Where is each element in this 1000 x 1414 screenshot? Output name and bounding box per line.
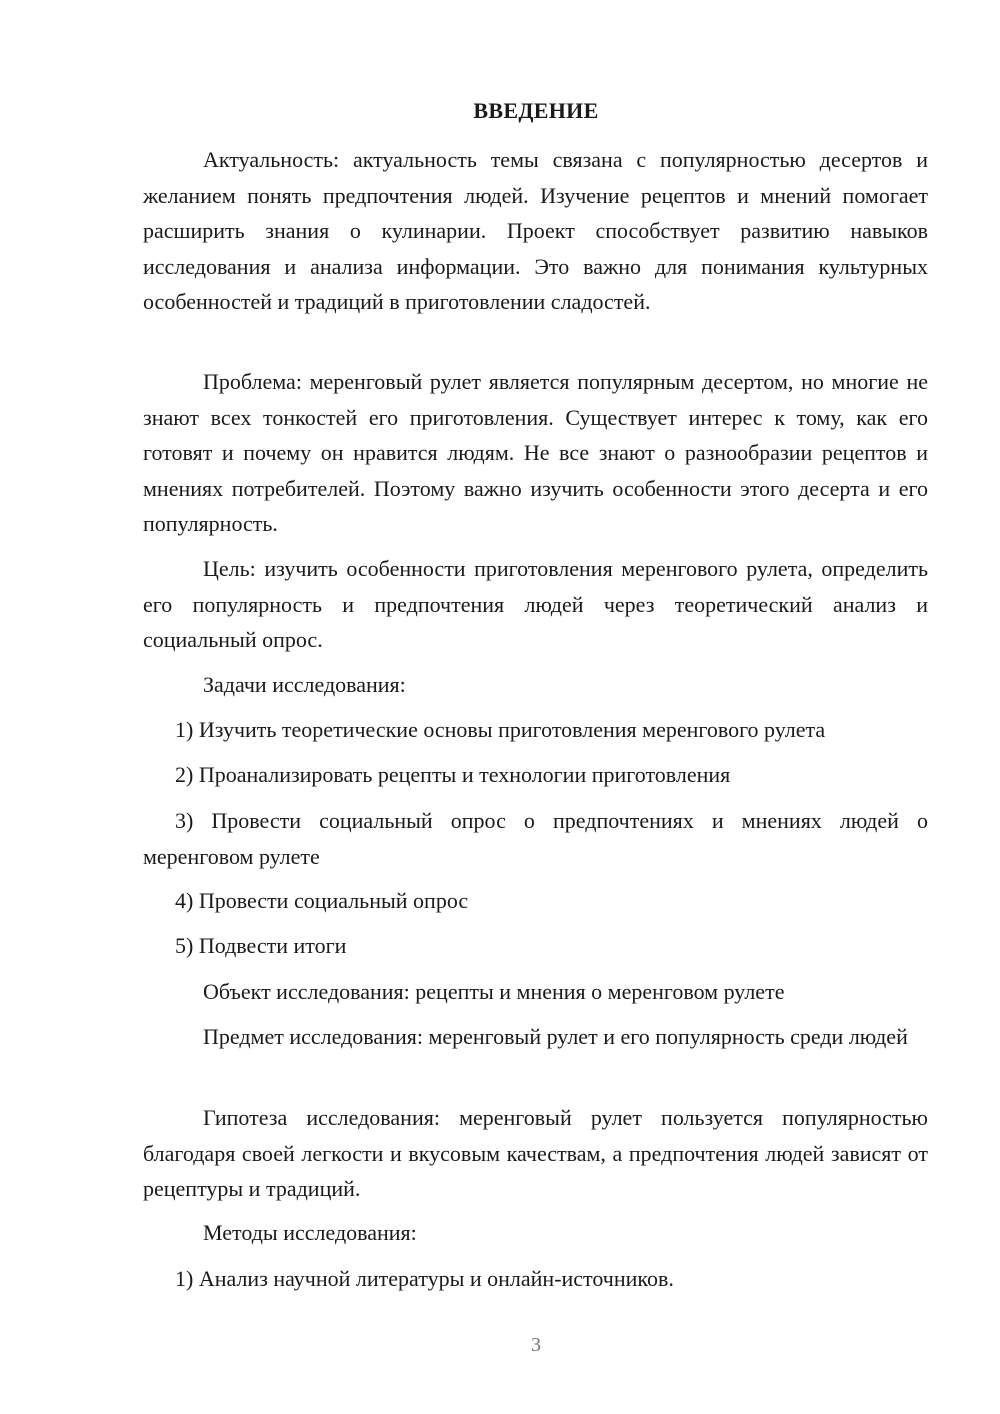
page-number: 3: [531, 1334, 541, 1356]
method-item-1: 1) Анализ научной литературы и онлайн-источников.: [175, 1266, 674, 1291]
relevance-paragraph: Актуальность: актуальность темы связана с популярностью десертов и желанием понять предпочтения людей. Изучение рецептов и мнений помогает расширить знания о кулинарии. Проект способствует развитию навыков исследования и анализа информации. Это важно для понимания культурных особенностей и традиций в приготовлении сладостей.: [143, 147, 928, 314]
subject-paragraph: Предмет исследования: меренговый рулет и его популярность среди людей: [203, 1024, 908, 1049]
task-item-4: 4) Провести социальный опрос: [175, 888, 469, 913]
methods-heading: Методы исследования:: [203, 1220, 417, 1245]
hypothesis-paragraph: Гипотеза исследования: меренговый рулет пользуется популярностью благодаря своей легкости и вкусовым качествам, а предпочтения людей зависят от рецептуры и традиций.: [143, 1105, 928, 1201]
task-item-1: 1) Изучить теоретические основы приготовления меренгового рулета: [175, 717, 826, 742]
tasks-heading: Задачи исследования:: [203, 672, 406, 697]
task-item-2: 2) Проанализировать рецепты и технологии приготовления: [175, 762, 731, 787]
task-item-5: 5) Подвести итоги: [175, 933, 347, 958]
task-item-3: 3) Провести социальный опрос о предпочтениях и мнениях людей о меренговом рулете: [143, 808, 928, 869]
section-title: ВВЕДЕНИЕ: [473, 98, 599, 123]
object-paragraph: Объект исследования: рецепты и мнения о меренговом рулете: [203, 979, 785, 1004]
goal-paragraph: Цель: изучить особенности приготовления меренгового рулета, определить его популярность и предпочтения людей через теоретический анализ и социальный опрос.: [143, 556, 928, 652]
problem-paragraph: Проблема: меренговый рулет является популярным десертом, но многие не знают всех тонкостей его приготовления. Существует интерес к тому, как его готовят и почему он нравится людям. Не все знают о разнообразии рецептов и мнениях потребителей. Поэтому важно изучить особенности этого десерта и его популярность.: [143, 369, 928, 536]
